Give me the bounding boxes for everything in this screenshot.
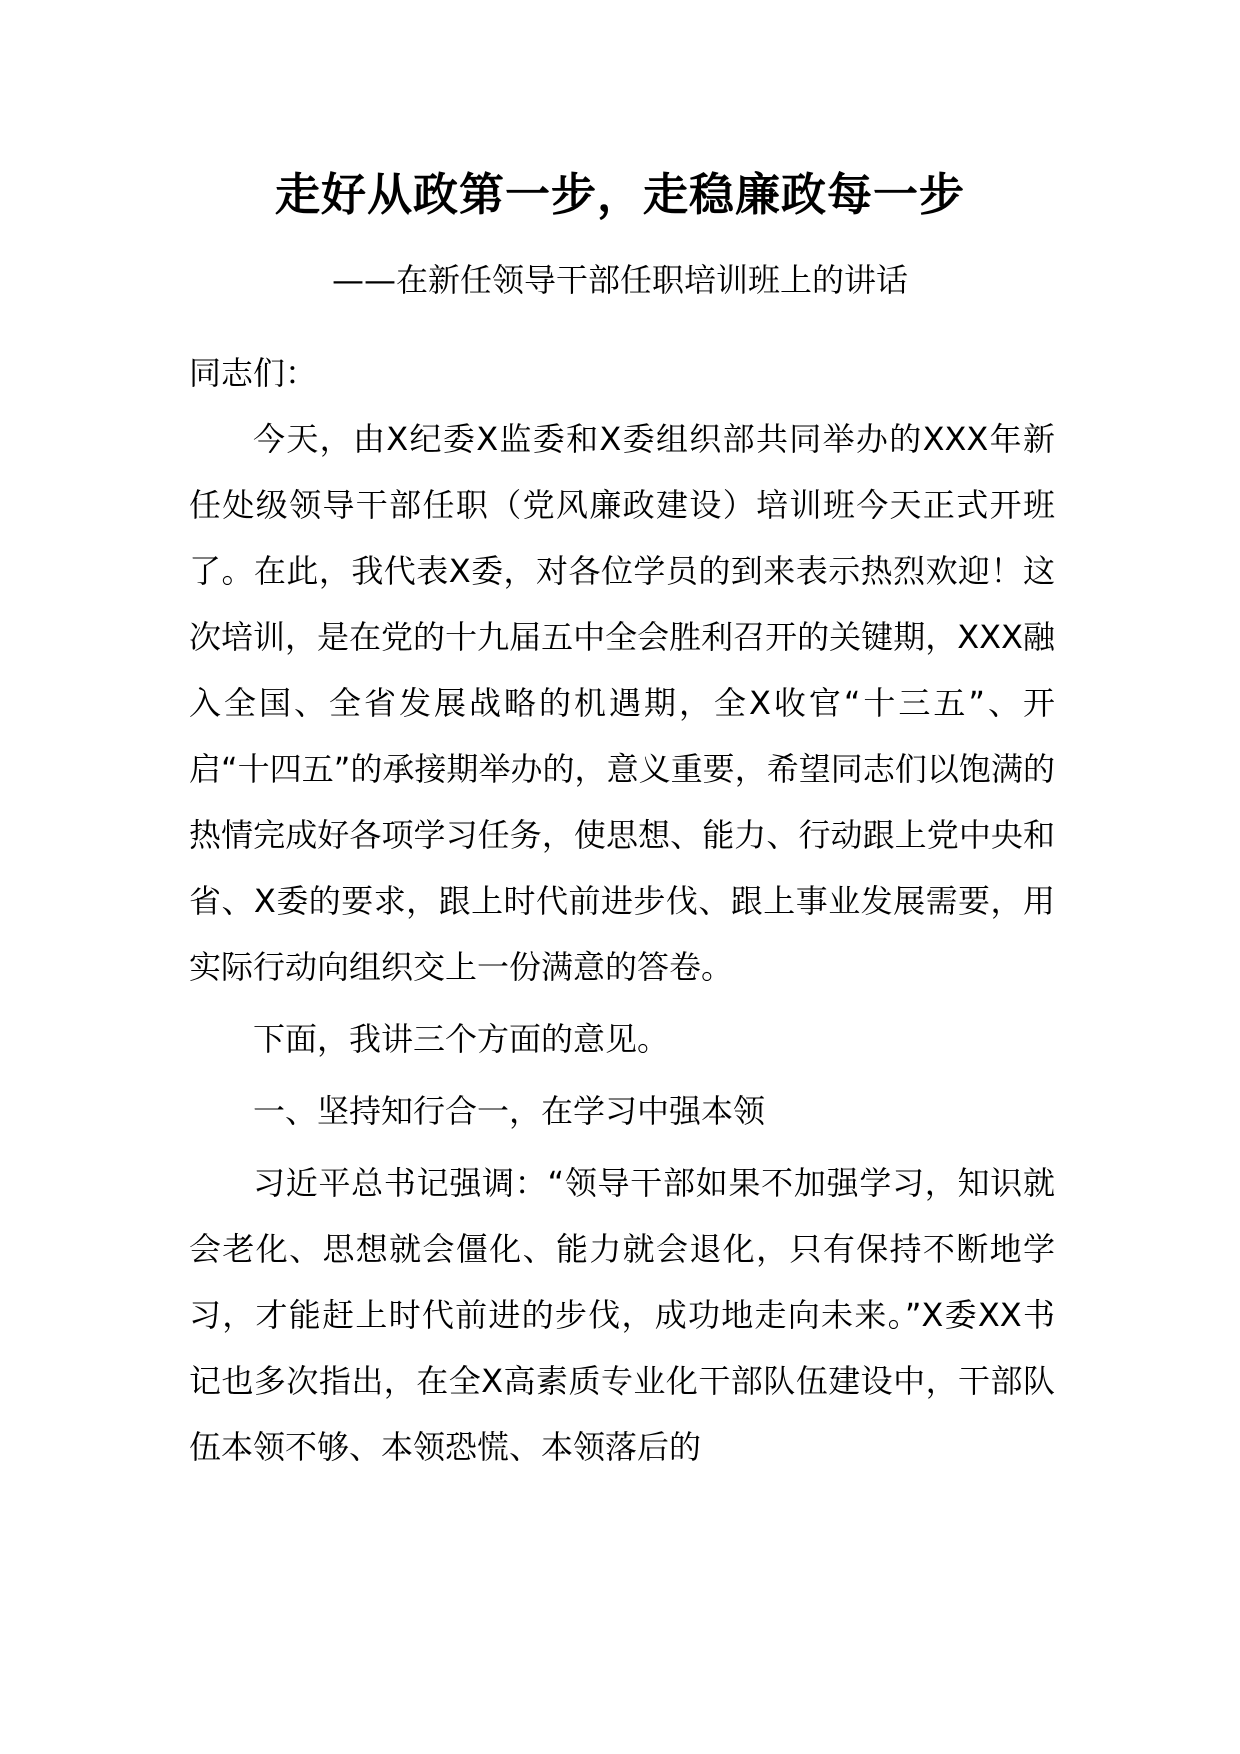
- document-title: 走好从政第一步，走稳廉政每一步: [274, 168, 965, 221]
- paragraph-outline: 下面，我讲三个方面的意见。: [253, 1020, 670, 1058]
- section-heading: 一、坚持知行合一，在学习中强本领: [253, 1092, 766, 1130]
- document-subtitle: ——在新任领导干部任职培训班上的讲话: [331, 261, 908, 299]
- section-paragraph: 习近平总书记强调：“领导干部如果不加强学习，知识就会老化、思想就会僵化、能力就会退化，只有保持不断地学习，才能赶上时代前进的步伐，成功地走向未来。”X委XX书记也多次指出，在全X高素质专业化干部队伍建设中，干部队伍本领不够、本领恐慌、本领落后的: [189, 1164, 1055, 1466]
- document-body: [189, 340, 1055, 1480]
- salutation: 同志们：: [189, 354, 318, 392]
- paragraph-opening: 今天，由X纪委X监委和X委组织部共同举办的XXX年新任处级领导干部任职（党风廉政建设）培训班今天正式开班了。在此，我代表X委，对各位学员的到来表示热烈欢迎！这次培训，是在党的十九届五中全会胜利召开的关键期，XXX融入全国、全省发展战略的机遇期，全X收官“十三五”、开启“十四五”的承接期举办的，意义重要，希望同志们以饱满的热情完成好各项学习任务，使思想、能力、行动跟上党中央和省、X委的要求，跟上时代前进步伐、跟上事业发展需要，用实际行动向组织交上一份满意的答卷。: [189, 420, 1055, 986]
